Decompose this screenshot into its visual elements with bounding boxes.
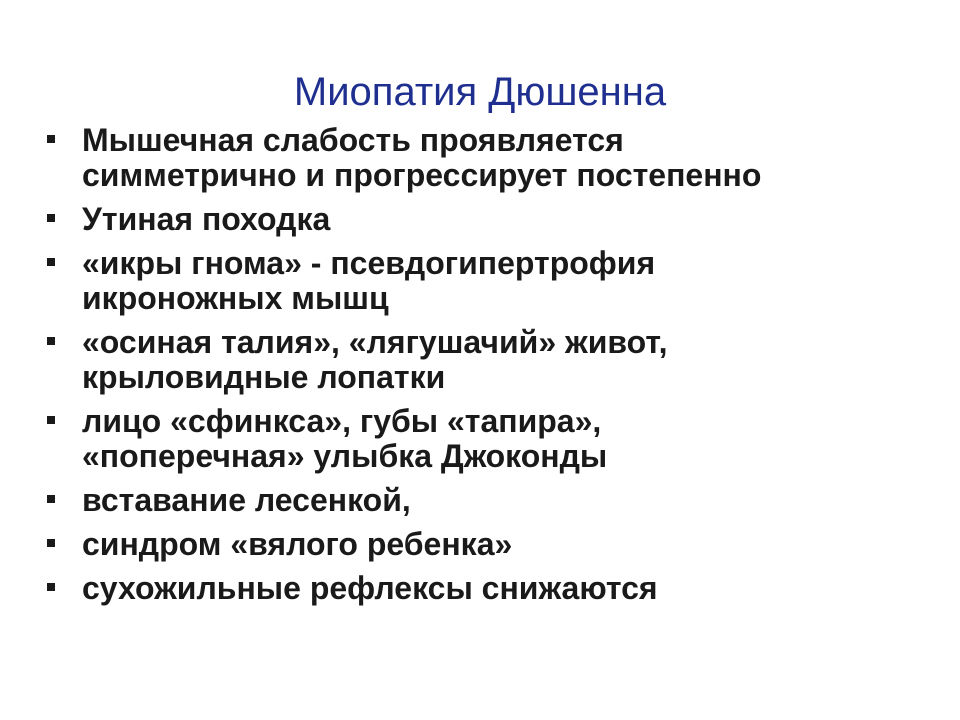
bullet-text-line: синдром «вялого ребенка»	[82, 526, 513, 562]
list-item	[40, 571, 920, 606]
bullet-text-line: симметрично и прогрессирует постепенно	[82, 157, 762, 193]
square-bullet-icon	[47, 583, 55, 591]
list-item	[40, 527, 920, 562]
bullet-text-line: крыловидные лопатки	[82, 359, 446, 395]
list-item	[40, 202, 920, 237]
list-item	[40, 325, 920, 395]
slide-title: Миопатия Дюшенна	[293, 70, 667, 114]
list-item	[40, 246, 920, 316]
bullet-list	[40, 123, 920, 615]
bullet-text-line: Мышечная слабость проявляется	[82, 122, 624, 158]
list-item	[40, 483, 920, 518]
bullet-text-line: «икры гнома» - псевдогипертрофия	[82, 245, 656, 281]
square-bullet-icon	[47, 495, 55, 503]
list-item	[40, 123, 920, 193]
square-bullet-icon	[47, 337, 55, 345]
bullet-text-line: Утиная походка	[82, 201, 331, 237]
square-bullet-icon	[47, 214, 55, 222]
bullet-text-line: вставание лесенкой,	[82, 482, 411, 518]
square-bullet-icon	[47, 416, 55, 424]
bullet-text-line: лицо «сфинкса», губы «тапира»,	[82, 403, 602, 439]
list-item	[40, 404, 920, 474]
bullet-text-line: «поперечная» улыбка Джоконды	[82, 438, 608, 474]
bullet-text-line: икроножных мышц	[82, 280, 389, 316]
bullet-text-line: сухожильные рефлексы снижаются	[82, 570, 658, 606]
bullet-text-line: «осиная талия», «лягушачий» живот,	[82, 324, 668, 360]
square-bullet-icon	[47, 539, 55, 547]
square-bullet-icon	[47, 135, 55, 143]
square-bullet-icon	[47, 258, 55, 266]
